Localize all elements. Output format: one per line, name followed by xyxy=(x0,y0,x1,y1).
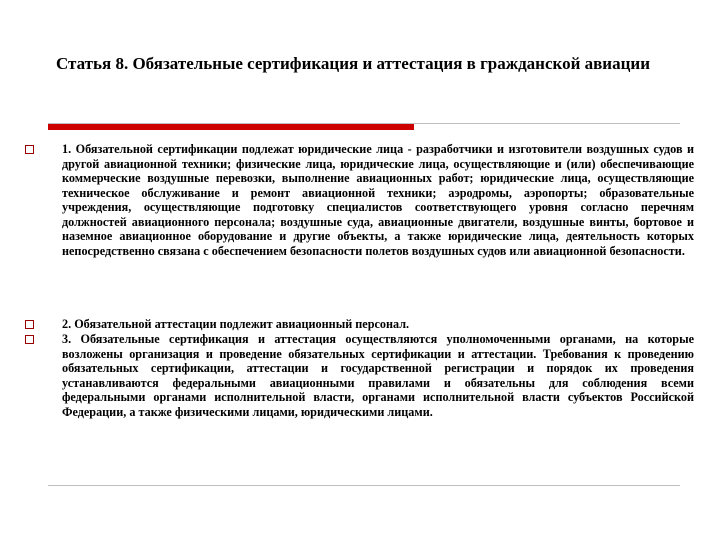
slide-title: Статья 8. Обязательные сертификация и аттестация в гражданской авиации xyxy=(56,54,650,73)
bullet-text: 1. Обязательной сертификации подлежат юридические лица - разработчики и изготовители воздушных судов и другой авиационной техники; физические лица, юридические лица, осуществляющие и (или) обеспечивающие коммерческие воздушные перевозки, выполнение авиационных работ; юридические лица, осуществляющие техническое обслуживание и ремонт авиационной техники; аэродромы, аэропорты; образовательные учреждения, осуществляющие подготовку специалистов соответствующего уровня согласно перечням должностей авиационного персонала; воздушные суда, авиационные двигатели, воздушные винты, бортовое и наземное авиационное оборудование и другие объекты, а также юридические лица, деятельность которых непосредственно связана с обеспечением безопасности полетов воздушных судов или авиационной безопасности. xyxy=(62,142,694,258)
bullet-square-icon xyxy=(25,335,34,344)
bullet-item xyxy=(62,332,694,419)
bullet-text: 2. Обязательной аттестации подлежит авиационный персонал. xyxy=(62,317,410,331)
bullet-square-icon xyxy=(25,320,34,329)
title-accent-bar xyxy=(48,124,414,130)
bullet-item xyxy=(62,317,694,332)
bullet-square-icon xyxy=(25,145,34,154)
bullet-text: 3. Обязательные сертификация и аттестация осуществляются уполномоченными органами, на которые возложены организация и проведение обязательных сертификации и аттестации. Требования к проведению обязательных сертификации, аттестации и государственной регистрации и порядок их проведения устанавливаются федеральными авиационными правилами и обязательны для соблюдения всеми федеральными органами исполнительной власти, органами исполнительной власти субъектов Российской Федерации, а также физическими лицами, юридическими лицами. xyxy=(62,332,694,419)
bottom-divider xyxy=(48,485,680,486)
bullet-item xyxy=(62,142,694,258)
